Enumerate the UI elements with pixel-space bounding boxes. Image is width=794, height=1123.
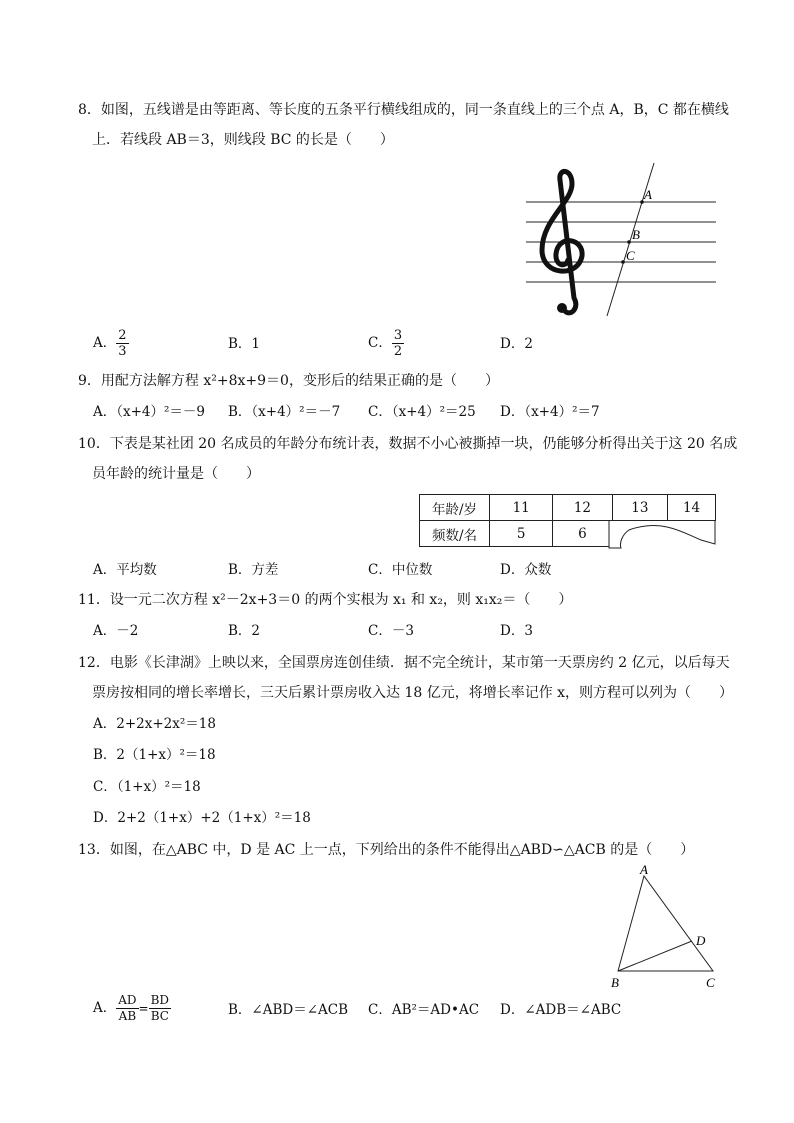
age-table-wrapper: [419, 494, 716, 550]
q13-option-d[interactable]: D．∠ADB＝∠ABC: [500, 1002, 622, 1018]
table-cell: 11: [490, 495, 553, 521]
point-b: [627, 240, 631, 244]
fraction-numerator: 3: [393, 328, 403, 343]
transversal-line: [607, 163, 654, 316]
q8-option-d[interactable]: D．2: [500, 336, 533, 352]
fraction-bd-bc: [149, 993, 171, 1024]
fraction-three-halves: [392, 328, 404, 359]
fraction-two-thirds: [116, 328, 128, 359]
q11-option-a[interactable]: A．－2: [93, 623, 139, 639]
point-c: [621, 260, 625, 264]
fraction-numerator: 2: [118, 328, 127, 343]
q12-option-c[interactable]: C．（1+x）²＝18: [93, 779, 201, 795]
q12-text-line2: 票房按相同的增长率增长，三天后累计票房收入达 18 亿元，将增长率记作 x，则方程可以列为（ ）: [92, 685, 734, 701]
q9-option-a[interactable]: A．（x+4）²＝－9: [93, 404, 206, 420]
fraction-numerator: AD: [118, 993, 137, 1007]
q12-option-a[interactable]: A．2+2x+2x²＝18: [93, 716, 216, 732]
triangle-abc: [618, 876, 713, 971]
q10-option-b[interactable]: B．方差: [228, 562, 279, 578]
q8-text-line2: 上．若线段 AB＝3，则线段 BC 的长是（ ）: [92, 132, 394, 148]
label-d: D: [696, 933, 706, 948]
q13-option-b[interactable]: B．∠ABD＝∠ACB: [228, 1002, 349, 1018]
q12-text-line1: 12．电影《长津湖》上映以来，全国票房连创佳绩．据不完全统计，某市第一天票房约 2 亿元，以后每天: [78, 655, 730, 671]
q9-option-b[interactable]: B．（x+4）²＝－7: [228, 404, 341, 420]
q9-option-c[interactable]: C．（x+4）²＝25: [368, 404, 476, 420]
q12-option-b[interactable]: B．2（1+x）²＝18: [93, 747, 216, 763]
label-c: C: [706, 975, 715, 990]
fraction-denominator: BC: [150, 1009, 169, 1023]
table-cell: 14: [668, 495, 716, 521]
fraction-denominator: AB: [118, 1009, 137, 1023]
segment-bd: [618, 941, 692, 971]
q8-option-a[interactable]: [93, 328, 129, 359]
q10-text-line2: 员年龄的统计量是（ ）: [92, 466, 260, 482]
label-c: C: [626, 248, 635, 263]
label-a: A: [644, 187, 652, 202]
q10-text-line1: 10．下表是某社团 20 名成员的年龄分布统计表，数据不小心被撕掉一块，仍能够分析得出关于这 20 名成: [78, 436, 738, 452]
table-cell: 频数/名: [420, 521, 490, 547]
q10-option-c[interactable]: C．中位数: [368, 562, 433, 578]
label-b: B: [632, 227, 640, 242]
q9-option-d[interactable]: D．（x+4）²＝7: [500, 404, 600, 420]
q11-option-c[interactable]: C．－3: [368, 623, 414, 639]
equals-sign: =: [138, 1001, 149, 1016]
table-cell: 6: [553, 521, 612, 547]
fraction-ad-ab: [116, 993, 138, 1024]
table-cell: 13: [612, 495, 668, 521]
q13-option-a[interactable]: [93, 993, 171, 1024]
fraction-denominator: 2: [393, 344, 403, 359]
q13-text: 13．如图，在△ABC 中，D 是 AC 上一点，下列给出的条件不能得出△ABD∽△ACB 的是（ ）: [78, 842, 695, 858]
q11-option-d[interactable]: D．3: [500, 623, 533, 639]
q8-option-c-prefix: C．: [368, 335, 392, 351]
q10-option-d[interactable]: D．众数: [500, 562, 552, 578]
fraction-numerator: BD: [150, 993, 170, 1007]
table-cell: 5: [490, 521, 553, 547]
q13-option-a-prefix: A．: [93, 1000, 117, 1016]
table-cell: 年龄/岁: [420, 495, 490, 521]
q8-text-line1: 8．如图，五线谱是由等距离、等长度的五条平行横线组成的，同一条直线上的三个点 A，B，C 都在横线: [78, 102, 729, 118]
q11-text: 11．设一元二次方程 x²－2x+3＝0 的两个实根为 x₁ 和 x₂，则 x₁x₂＝（ ）: [78, 592, 573, 608]
q8-option-b[interactable]: B．1: [228, 336, 261, 352]
q8-option-c[interactable]: [368, 328, 404, 359]
fraction-denominator: 3: [118, 344, 127, 359]
q10-option-a[interactable]: A．平均数: [93, 562, 157, 578]
staff-figure: [520, 158, 720, 323]
label-b: B: [611, 975, 619, 990]
triangle-figure: [600, 860, 730, 992]
q8-option-a-prefix: A．: [93, 335, 117, 351]
label-a: A: [640, 862, 648, 877]
table-cell: 12: [553, 495, 612, 521]
torn-edge-icon: [419, 494, 716, 550]
q12-option-d[interactable]: D．2+2（1+x）+2（1+x）²＝18: [93, 810, 311, 826]
q11-option-b[interactable]: B．2: [228, 623, 261, 639]
q13-option-c[interactable]: C．AB²＝AD•AC: [368, 1002, 480, 1018]
q9-text: 9．用配方法解方程 x²+8x+9＝0，变形后的结果正确的是（ ）: [78, 373, 499, 389]
